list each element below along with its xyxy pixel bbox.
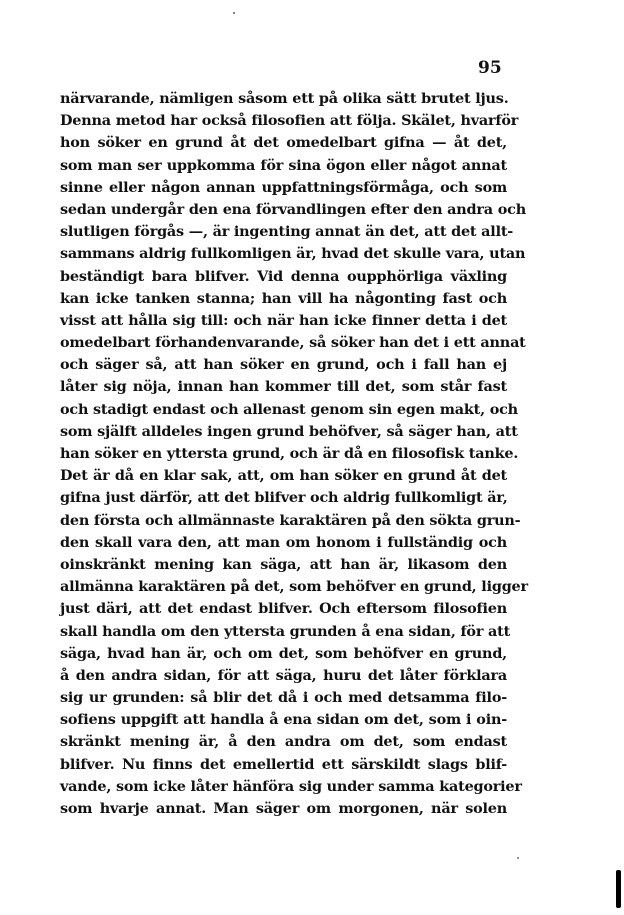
text-line: visst att hålla sig till: och när han icke finner detta i det	[60, 311, 507, 329]
text-line: som själft alldeles ingen grund behöfver, så säger han, att	[60, 422, 518, 440]
text-line: just däri, att det endast blifver. Och eftersom filosofien	[60, 600, 507, 618]
text-line: vande, som icke låter hänföra sig under samma kategorier	[60, 777, 522, 795]
ink-speck	[233, 12, 235, 14]
text-line: sinne eller någon annan uppfattningsförmåga, och som	[60, 178, 507, 196]
text-line: låter sig nöja, innan han kommer till det, som står fast	[60, 378, 507, 396]
text-line: och stadigt endast och allenast genom sin egen makt, och	[60, 400, 518, 418]
text-line: som hvarje annat. Man säger om morgonen, när solen	[60, 800, 507, 817]
text-line: sammans aldrig fullkomligen är, hvad det skulle vara, utan	[60, 245, 526, 263]
text-line: den skall vara den, att man om honom i fullständig och	[60, 533, 507, 551]
ink-speck	[517, 857, 519, 859]
text-line: säga, hvad han är, och om det, som behöfver en grund,	[60, 644, 507, 662]
body-text	[60, 88, 528, 820]
text-line: hon söker en grund åt det omedelbart gifna — åt det,	[60, 134, 507, 152]
text-line: beständigt bara blifver. Vid denna oupphörliga växling	[60, 267, 507, 285]
text-line: den första och allmännaste karaktären på den sökta grun-	[60, 511, 521, 529]
text-line: som man ser uppkomma för sina ögon eller något annat	[60, 156, 507, 174]
text-line: han söker en yttersta grund, och är då en filosofisk tanke.	[60, 445, 519, 462]
text-line: oinskränkt mening kan säga, att han är, likasom den	[60, 555, 507, 573]
text-line: sofiens uppgift att handla å ena sidan om det, som i oin-	[60, 711, 507, 729]
text-line: skall handla om den yttersta grunden å ena sidan, för att	[60, 622, 511, 640]
text-line: skränkt mening är, å den andra om det, som endast	[60, 733, 507, 751]
text-line: å den andra sidan, för att säga, huru det låter förklara	[60, 666, 507, 684]
text-line: allmänna karaktären på det, som behöfver en grund, ligger	[60, 578, 528, 596]
text-line: gifna just därför, att det blifver och aldrig fullkomligt är,	[60, 489, 508, 507]
page-edge-mark	[616, 870, 621, 908]
text-line: sedan undergår den ena förvandlingen efter den andra och	[60, 200, 526, 218]
text-line: kan icke tanken stanna; han vill ha någonting fast och	[60, 289, 507, 307]
text-line: Det är då en klar sak, att, om han söker en grund åt det	[60, 467, 507, 485]
text-line: omedelbart förhandenvarande, så söker han det i ett annat	[60, 334, 526, 352]
page-number: 95	[478, 58, 502, 78]
text-line: sig ur grunden: så blir det då i och med detsamma filo-	[60, 689, 507, 707]
text-line: Denna metod har också filosofien att följa. Skälet, hvarför	[60, 112, 519, 130]
text-line: slutligen förgås —, är ingenting annat än det, att det allt-	[60, 223, 514, 241]
text-line: blifver. Nu finns det emellertid ett särskildt slags blif-	[60, 755, 507, 773]
text-line: närvarande, nämligen såsom ett på olika sätt brutet ljus.	[60, 90, 509, 107]
text-line: och säger så, att han söker en grund, och i fall han ej	[60, 356, 507, 374]
